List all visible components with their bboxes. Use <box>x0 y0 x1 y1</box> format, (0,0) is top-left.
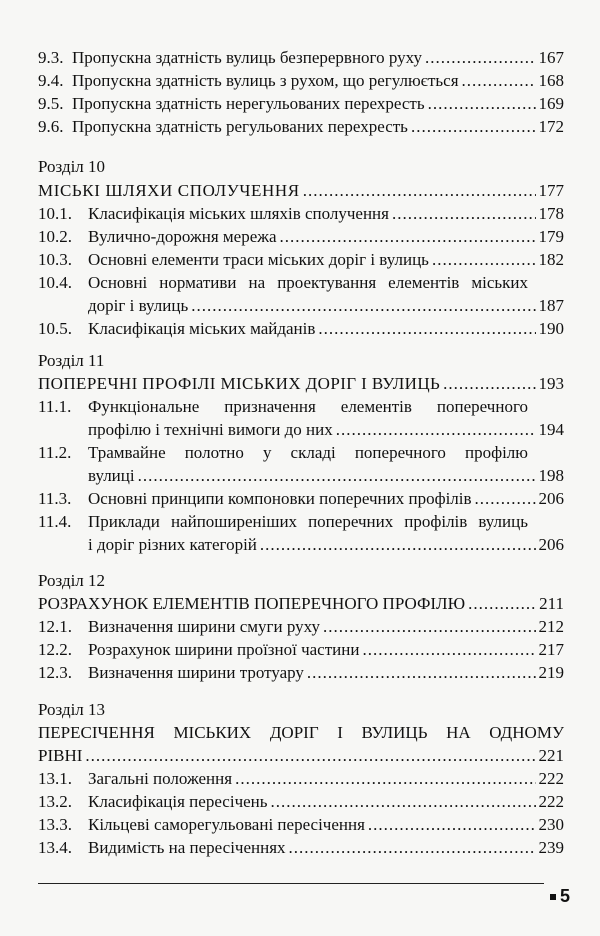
leader-dots <box>191 296 535 316</box>
leader-dots <box>85 746 535 766</box>
footer-rule <box>38 883 544 884</box>
toc-entry: 9.3. Пропускна здатність вулиць безперервного руху ..... 167 <box>38 48 564 68</box>
toc-entry-first-line: 11.1. Функціональне призначення елементів поперечного <box>38 397 528 416</box>
toc-entry: 10.2. Вулично-дорожня мережа ..... 179 <box>38 227 564 247</box>
leader-dots <box>235 769 535 789</box>
toc-entry: 9.4. Пропускна здатність вулиць з рухом, що регулюється ..... 168 <box>38 71 564 91</box>
leader-dots <box>307 663 536 683</box>
leader-dots <box>289 838 536 858</box>
toc-entry: 13.2. Класифікація пересічень ..... 222 <box>38 792 564 812</box>
leader-dots <box>138 466 536 486</box>
leader-dots <box>303 181 536 201</box>
toc-entry: 12.1. Визначення ширини смуги руху ..... 212 <box>38 617 564 637</box>
toc-entry: 13.3. Кільцеві саморегульовані пересічення ..... 230 <box>38 815 564 835</box>
toc-entry: 10.1. Класифікація міських шляхів сполучення ..... 178 <box>38 204 564 224</box>
leader-dots <box>425 48 536 68</box>
leader-dots <box>432 250 536 270</box>
toc-entry: 9.6. Пропускна здатність регульованих перехресть ..... 172 <box>38 117 564 137</box>
toc-entry: 11.3. Основні принципи компоновки поперечних профілів ..... 206 <box>38 489 564 509</box>
section-title: РОЗРАХУНОК ЕЛЕМЕНТІВ ПОПЕРЕЧНОГО ПРОФІЛЮ ..... 211 <box>38 594 564 614</box>
leader-dots <box>428 94 536 114</box>
section-title-continuation: РІВНІ ..... 221 <box>38 746 564 766</box>
section-title: МІСЬКІ ШЛЯХИ СПОЛУЧЕННЯ ..... 177 <box>38 181 564 201</box>
leader-dots <box>475 489 536 509</box>
toc-entry: 10.3. Основні елементи траси міських доріг і вулиць ..... 182 <box>38 250 564 270</box>
leader-dots <box>468 594 536 614</box>
toc-entry-first-line: 11.2. Трамвайне полотно у складі поперечного профілю <box>38 443 528 462</box>
leader-dots <box>318 319 535 339</box>
leader-dots <box>462 71 536 91</box>
section-heading: Розділ 13 <box>38 700 106 719</box>
leader-dots <box>336 420 536 440</box>
section-heading: Розділ 10 <box>38 157 106 176</box>
leader-dots <box>392 204 536 224</box>
toc-entry: 13.4. Видимість на пересіченнях ..... 239 <box>38 838 564 858</box>
page-number: 5 <box>550 886 570 907</box>
leader-dots <box>271 792 536 812</box>
leader-dots <box>323 617 536 637</box>
leader-dots <box>368 815 536 835</box>
toc-entry: 9.5. Пропускна здатність нерегульованих перехресть ..... 169 <box>38 94 564 114</box>
leader-dots <box>280 227 536 247</box>
toc-entry: 12.3. Визначення ширини тротуару ..... 219 <box>38 663 564 683</box>
toc-entry: 10.5. Класифікація міських майданів ..... 190 <box>38 319 564 339</box>
toc-entry-continuation: профілю і технічні вимоги до них ..... 194 <box>88 420 564 440</box>
toc-entry-first-line: 10.4. Основні нормативи на проектування елементів міських <box>38 273 528 292</box>
toc-entry-first-line: 11.4. Приклади найпоширеніших поперечних профілів вулиць <box>38 512 528 531</box>
section-title-first-line: ПЕРЕСІЧЕННЯ МІСЬКИХ ДОРІГ І ВУЛИЦЬ НА ОДНОМУ <box>38 723 564 742</box>
toc-entry: 12.2. Розрахунок ширини проїзної частини ..... 217 <box>38 640 564 660</box>
section-heading: Розділ 12 <box>38 571 106 590</box>
leader-dots <box>260 535 536 555</box>
leader-dots <box>443 374 535 394</box>
section-heading: Розділ 11 <box>38 351 105 370</box>
square-bullet-icon <box>550 894 556 900</box>
toc-entry: 13.1. Загальні положення ..... 222 <box>38 769 564 789</box>
toc-entry-continuation: і доріг різних категорій ..... 206 <box>88 535 564 555</box>
toc-entry-continuation: доріг і вулиць ..... 187 <box>88 296 564 316</box>
leader-dots <box>411 117 536 137</box>
leader-dots <box>362 640 535 660</box>
section-title: ПОПЕРЕЧНІ ПРОФІЛІ МІСЬКИХ ДОРІГ І ВУЛИЦЬ ..... 193 <box>38 374 564 394</box>
toc-entry-continuation: вулиці ..... 198 <box>88 466 564 486</box>
